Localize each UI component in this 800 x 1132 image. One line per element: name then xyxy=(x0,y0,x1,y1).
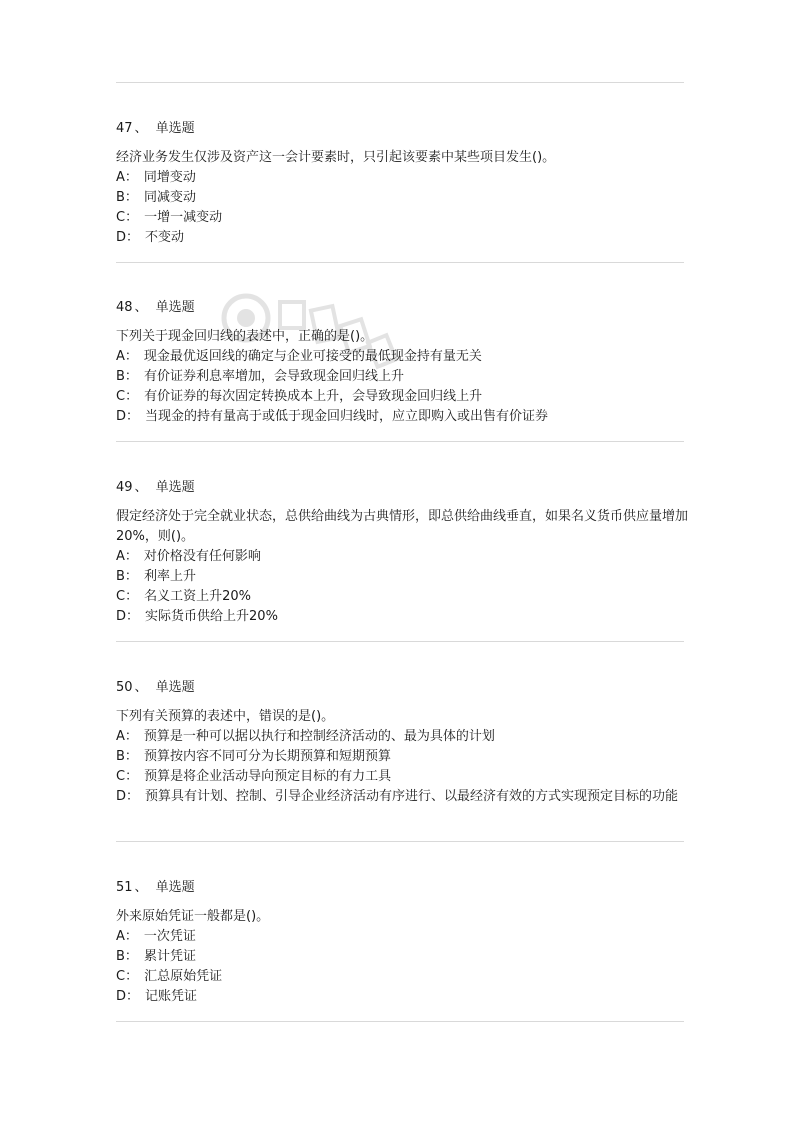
option-text: 一次凭证 xyxy=(143,929,196,944)
question-block xyxy=(116,119,688,248)
option-text: 预算具有计划、控制、引导企业经济活动有序进行、以最经济有效的方式实现预定目标的功能 xyxy=(145,789,679,804)
option-letter: C xyxy=(116,969,126,984)
option-colon: ： xyxy=(124,729,138,744)
question-separator: 、 xyxy=(134,680,148,695)
option-colon: ： xyxy=(126,989,140,1004)
option-colon: ： xyxy=(125,969,139,984)
option-letter: C xyxy=(116,210,126,225)
divider-rule xyxy=(116,441,684,442)
option-d xyxy=(116,228,688,248)
option-colon: ： xyxy=(126,609,140,624)
option-colon: ： xyxy=(124,190,138,205)
option-b xyxy=(116,188,688,208)
option-letter: A xyxy=(116,170,125,185)
question-number: 48 xyxy=(116,300,133,315)
option-a xyxy=(116,347,688,367)
option-letter: D xyxy=(116,609,127,624)
question-header xyxy=(116,298,688,318)
option-colon: ： xyxy=(125,589,139,604)
option-text: 预算是将企业活动导向预定目标的有力工具 xyxy=(144,769,392,784)
option-text: 预算是一种可以据以执行和控制经济活动的、最为具体的计划 xyxy=(143,729,495,744)
option-text: 利率上升 xyxy=(143,569,196,584)
question-number: 49 xyxy=(116,480,133,495)
option-d xyxy=(116,407,688,427)
option-letter: A xyxy=(116,349,125,364)
option-colon: ： xyxy=(126,409,140,424)
option-text: 不变动 xyxy=(145,230,185,245)
divider-rule xyxy=(116,82,684,83)
option-text: 有价证券利息率增加，会导致现金回归线上升 xyxy=(143,369,404,384)
question-header xyxy=(116,678,688,698)
question-block xyxy=(116,298,688,427)
question-block xyxy=(116,678,688,807)
option-text: 名义工资上升20% xyxy=(144,589,251,604)
option-colon: ： xyxy=(125,210,139,225)
question-stem: 假定经济处于完全就业状态，总供给曲线为古典情形，即总供给曲线垂直，如果名义货币供应量增加20%，则()。 xyxy=(116,509,689,544)
option-a xyxy=(116,547,688,567)
option-b xyxy=(116,567,688,587)
option-letter: B xyxy=(116,369,125,384)
question-stem: 外来原始凭证一般都是()。 xyxy=(116,909,270,924)
option-text: 实际货币供给上升20% xyxy=(145,609,278,624)
option-letter: D xyxy=(116,989,127,1004)
question-header xyxy=(116,878,688,898)
option-colon: ： xyxy=(125,389,139,404)
option-colon: ： xyxy=(126,789,140,804)
option-letter: D xyxy=(116,789,127,804)
divider-rule xyxy=(116,1021,684,1022)
option-letter: C xyxy=(116,389,126,404)
option-text: 累计凭证 xyxy=(143,949,196,964)
question-type: 单选题 xyxy=(155,121,195,136)
option-letter: B xyxy=(116,749,125,764)
option-c xyxy=(116,967,688,987)
option-text: 预算按内容不同可分为长期预算和短期预算 xyxy=(143,749,391,764)
option-colon: ： xyxy=(124,170,138,185)
option-letter: A xyxy=(116,929,125,944)
question-separator: 、 xyxy=(134,880,148,895)
question-stem: 经济业务发生仅涉及资产这一会计要素时，只引起该要素中某些项目发生()。 xyxy=(116,150,556,165)
question-type: 单选题 xyxy=(155,300,195,315)
option-d xyxy=(116,787,688,807)
option-text: 同增变动 xyxy=(143,170,196,185)
option-c xyxy=(116,767,688,787)
question-block xyxy=(116,478,688,627)
option-colon: ： xyxy=(124,749,138,764)
divider-rule xyxy=(116,641,684,642)
option-a xyxy=(116,168,688,188)
question-separator: 、 xyxy=(134,121,148,136)
option-c xyxy=(116,587,688,607)
option-letter: C xyxy=(116,769,126,784)
option-text: 对价格没有任何影响 xyxy=(143,549,261,564)
option-c xyxy=(116,387,688,407)
question-stem: 下列有关预算的表述中，错误的是()。 xyxy=(116,709,335,724)
option-colon: ： xyxy=(124,549,138,564)
question-header xyxy=(116,119,688,139)
option-letter: B xyxy=(116,569,125,584)
question-number: 51 xyxy=(116,880,133,895)
option-letter: D xyxy=(116,230,127,245)
option-colon: ： xyxy=(124,349,138,364)
option-text: 当现金的持有量高于或低于现金回归线时，应立即购入或出售有价证券 xyxy=(145,409,549,424)
option-letter: C xyxy=(116,589,126,604)
divider-rule xyxy=(116,841,684,842)
option-colon: ： xyxy=(126,230,140,245)
question-number: 50 xyxy=(116,680,133,695)
option-a xyxy=(116,727,688,747)
option-d xyxy=(116,607,688,627)
option-b xyxy=(116,367,688,387)
option-letter: D xyxy=(116,409,127,424)
question-type: 单选题 xyxy=(155,480,195,495)
option-text: 记账凭证 xyxy=(145,989,198,1004)
option-letter: A xyxy=(116,729,125,744)
question-separator: 、 xyxy=(134,300,148,315)
option-colon: ： xyxy=(124,569,138,584)
question-separator: 、 xyxy=(134,480,148,495)
option-text: 汇总原始凭证 xyxy=(144,969,223,984)
question-block xyxy=(116,878,688,1007)
option-a xyxy=(116,927,688,947)
option-d xyxy=(116,987,688,1007)
question-type: 单选题 xyxy=(155,880,195,895)
option-text: 现金最优返回线的确定与企业可接受的最低现金持有量无关 xyxy=(143,349,482,364)
option-text: 一增一减变动 xyxy=(144,210,223,225)
option-letter: A xyxy=(116,549,125,564)
option-colon: ： xyxy=(124,949,138,964)
divider-rule xyxy=(116,262,684,263)
question-type: 单选题 xyxy=(155,680,195,695)
option-letter: B xyxy=(116,190,125,205)
option-colon: ： xyxy=(124,929,138,944)
option-colon: ： xyxy=(125,769,139,784)
option-c xyxy=(116,208,688,228)
option-b xyxy=(116,747,688,767)
question-number: 47 xyxy=(116,121,133,136)
option-b xyxy=(116,947,688,967)
option-colon: ： xyxy=(124,369,138,384)
option-text: 同减变动 xyxy=(143,190,196,205)
option-letter: B xyxy=(116,949,125,964)
option-text: 有价证券的每次固定转换成本上升，会导致现金回归线上升 xyxy=(144,389,483,404)
question-header xyxy=(116,478,688,498)
question-stem: 下列关于现金回归线的表述中，正确的是()。 xyxy=(116,329,374,344)
